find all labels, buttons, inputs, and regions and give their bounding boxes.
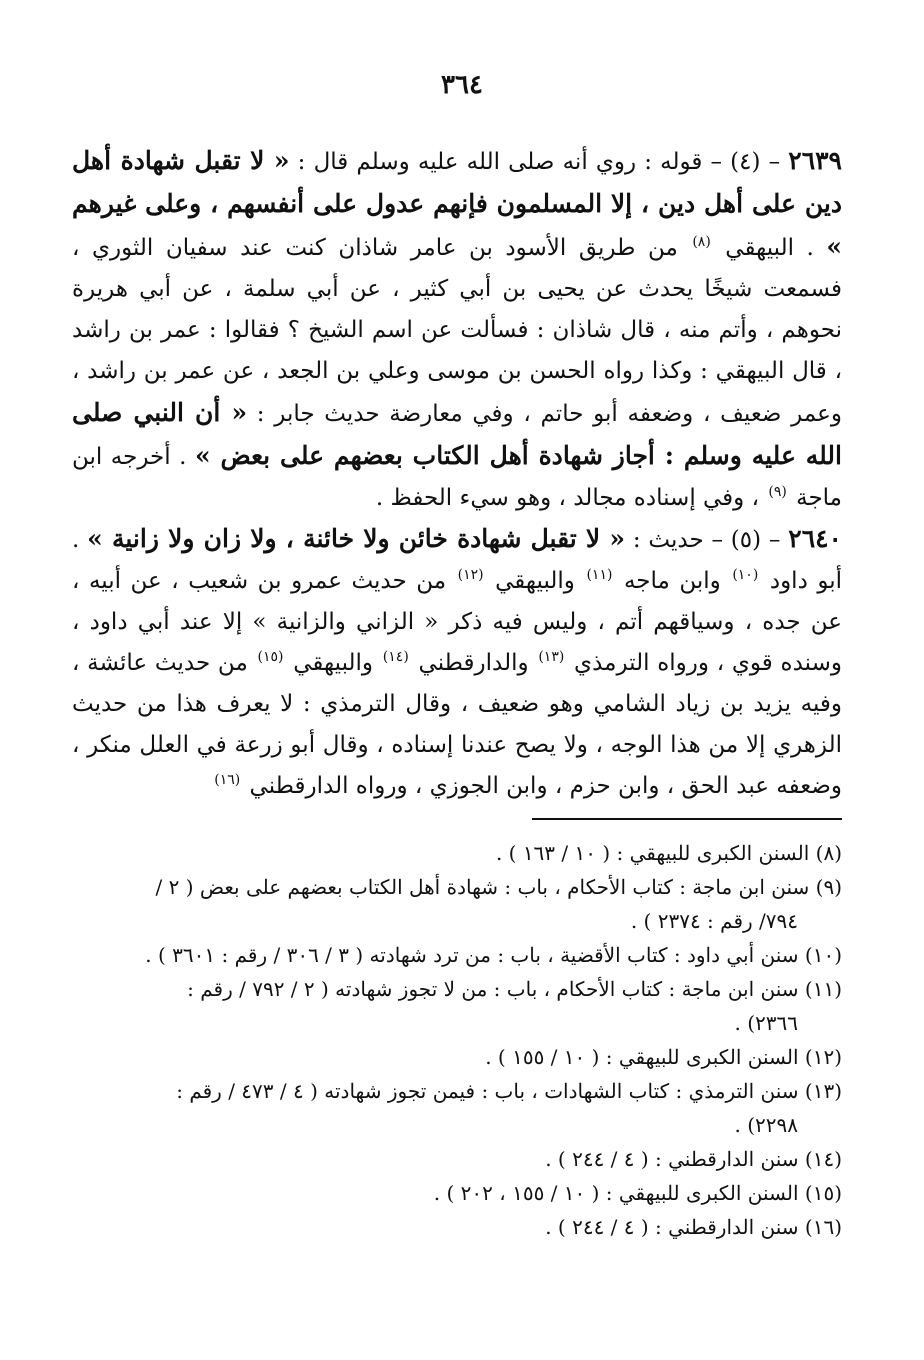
entry-text: ، وفي إسناده مجالد ، وهو سيء الحفظ . — [375, 485, 767, 511]
entry-text: والدارقطني — [410, 650, 537, 676]
footnote-ref: (١٢) — [457, 567, 484, 584]
entry-text: . أخرجه ابن ماجة — [72, 444, 842, 511]
footnote-item — [72, 1074, 842, 1142]
footnote-item — [72, 870, 842, 938]
footnote-item — [72, 1176, 842, 1210]
page-number: ٣٦٤ — [441, 70, 483, 100]
entry-text: والبيهقي — [485, 568, 585, 594]
entry-text: . البيهقي — [712, 235, 827, 261]
footnote-text: (١٤) سنن الدارقطني : ( ٤ / ٢٤٤ ) . — [545, 1147, 842, 1171]
footnote-ref: (١٠) — [732, 567, 759, 584]
footnote-continuation: ٧٩٤/ رقم : ٢٣٧٤ ) . — [630, 909, 798, 933]
entry-text: – (٤) – قوله : روي أنه صلى الله عليه وسلم قال : — [289, 149, 789, 175]
hadith-entry-2640 — [72, 518, 842, 807]
footnotes-list — [72, 836, 842, 1244]
entry-text: وابن ماجه — [614, 568, 731, 594]
footnote-item — [72, 1142, 842, 1176]
footnote-text: (٩) سنن ابن ماجة : كتاب الأحكام ، باب : شهادة أهل الكتاب بعضهم على بعض ( ٢ / — [155, 875, 842, 899]
footnote-text: (١٢) السنن الكبرى للبيهقي : ( ١٠ / ١٥٥ ) . — [485, 1045, 842, 1069]
footnote-item — [72, 1040, 842, 1074]
entry-text: من طريق الأسود بن عامر شاذان كنت عند سفيان الثوري ، فسمعت شيخًا يحدث عن يحيى بن أبي كثير ، عن أبي سلمة ، عن أبي هريرة نحوهم ، وأتم منه ، قال شاذان : فسألت عن اسم الشيخ ؟ فقالوا : عمر بن راشد ، قال البيهقي : وكذا رواه الحسن بن موسى وعلي بن الجعد ، عن عمر بن راشد ، وعمر ضعيف ، وضعفه أبو حاتم ، وفي معارضة حديث جابر : — [72, 235, 842, 427]
footnote-continuation: ٢٢٩٨) . — [734, 1113, 798, 1137]
footnote-divider — [532, 818, 842, 820]
footnote-text: (٨) السنن الكبرى للبيهقي : ( ١٠ / ١٦٣ ) . — [495, 841, 842, 865]
hadith-quote: « لا تقبل شهادة خائن ولا خائنة ، ولا زان ولا زانية » — [87, 524, 625, 553]
footnote-text: (١٥) السنن الكبرى للبيهقي : ( ١٠ / ١٥٥ ، ٢٠٢ ) . — [433, 1181, 842, 1205]
footnote-text: (١٣) سنن الترمذي : كتاب الشهادات ، باب : فيمن تجوز شهادته ( ٤ / ٤٧٣ / رقم : — [176, 1079, 842, 1103]
footnote-ref: (١٣) — [538, 649, 565, 666]
entry-text: والبيهقي — [285, 650, 381, 676]
entry-text: – (٥) – حديث : — [625, 527, 789, 553]
entry-text: من حديث عمرو بن شعيب ، عن أبيه ، عن جده ، وسياقهم أتم ، وليس فيه ذكر « الزاني والزانية » إلا عند أبي داود ، وسنده قوي ، ورواه الترمذي — [72, 568, 842, 676]
footnote-text: (١١) سنن ابن ماجة : كتاب الأحكام ، باب : من لا تجوز شهادته ( ٢ / ٧٩٢ / رقم : — [187, 977, 842, 1001]
footnote-text: (١٠) سنن أبي داود : كتاب الأقضية ، باب : من ترد شهادته ( ٣ / ٣٠٦ / رقم : ٣٦٠١ ) . — [145, 943, 842, 967]
hadith-quote: « أن النبي صلى الله عليه وسلم : أجاز شهادة أهل الكتاب بعضهم على بعض » — [72, 398, 842, 470]
entry-paragraph — [72, 140, 842, 519]
footnote-text: (١٦) سنن الدارقطني : ( ٤ / ٢٤٤ ) . — [545, 1215, 842, 1239]
footnote-item — [72, 938, 842, 972]
entry-paragraph — [72, 518, 842, 807]
entry-text: . أبو داود — [72, 527, 843, 594]
footnote-ref: (١١) — [586, 567, 613, 584]
entry-text: من حديث عائشة ، وفيه يزيد بن زياد الشامي وهو ضعيف ، وقال الترمذي : لا يعرف هذا من حديث الزهري إلا من هذا الوجه ، ولا يصح عندنا إسناده ، وقال أبو زرعة في العلل منكر ، وضعفه عبد الحق ، وابن حزم ، وابن الجوزي ، ورواه الدارقطني — [72, 650, 842, 799]
footnote-ref: (٩) — [768, 484, 787, 501]
footnote-ref: (١٤) — [382, 649, 409, 666]
footnote-item — [72, 972, 842, 1040]
footnote-item — [72, 1210, 842, 1244]
entry-number: ٢٦٤٠ — [788, 524, 842, 553]
entry-number: ٢٦٣٩ — [788, 146, 842, 175]
footnote-item — [72, 836, 842, 870]
footnote-continuation: ٢٣٦٦) . — [734, 1011, 798, 1035]
hadith-entry-2639 — [72, 140, 842, 519]
footnote-ref: (٨) — [692, 234, 711, 251]
footnote-ref: (١٥) — [257, 649, 284, 666]
hadith-quote: « لا تقبل شهادة أهل دين على أهل دين ، إلا المسلمون فإنهم عدول على أنفسهم ، وعلى غيرهم » — [72, 146, 842, 261]
footnote-ref: (١٦) — [214, 772, 241, 789]
